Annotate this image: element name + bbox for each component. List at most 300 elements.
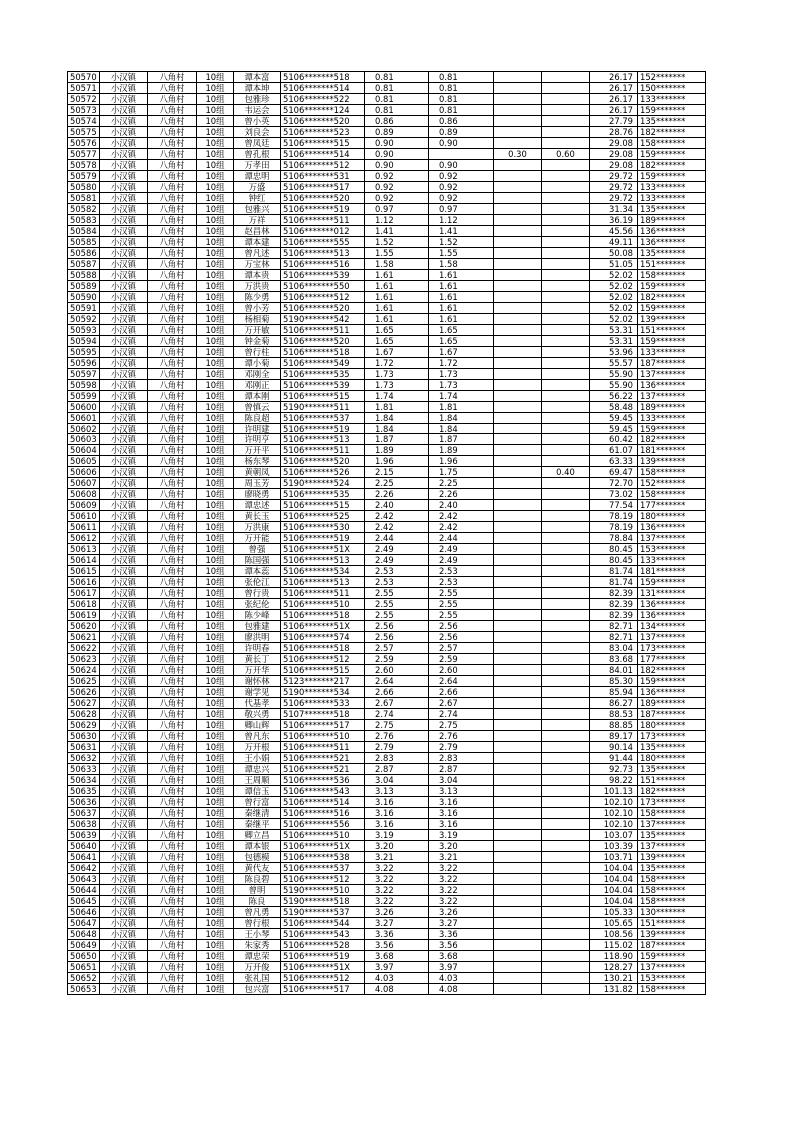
cell-village: 八角村 (148, 269, 197, 280)
cell-area-b (494, 862, 542, 873)
cell-area-total: 4.03 (365, 972, 429, 983)
cell-phone: 158******* (638, 467, 706, 478)
cell-phone: 135******* (638, 203, 706, 214)
cell-town: 小汉镇 (100, 412, 148, 423)
cell-phone: 158******* (638, 807, 706, 818)
cell-area-c (542, 412, 590, 423)
cell-area-a: 0.89 (429, 126, 494, 137)
cell-area-b (494, 170, 542, 181)
cell-name: 陈良超 (234, 412, 281, 423)
cell-area-a: 1.55 (429, 247, 494, 258)
cell-row-number: 50593 (68, 324, 100, 335)
cell-area-b (494, 939, 542, 950)
cell-area-c (542, 82, 590, 93)
cell-amount: 118.90 (590, 950, 638, 961)
cell-town: 小汉镇 (100, 917, 148, 928)
cell-name: 许明春 (234, 643, 281, 654)
cell-area-c (542, 489, 590, 500)
cell-phone: 135******* (638, 829, 706, 840)
cell-area-b (494, 829, 542, 840)
cell-amount: 78.19 (590, 511, 638, 522)
cell-village: 八角村 (148, 258, 197, 269)
cell-id-number: 5106*******519 (281, 950, 365, 961)
cell-town: 小汉镇 (100, 214, 148, 225)
table-row (68, 972, 706, 983)
cell-row-number: 50605 (68, 456, 100, 467)
cell-group: 10组 (197, 698, 234, 709)
cell-phone: 133******* (638, 93, 706, 104)
cell-area-a: 2.55 (429, 610, 494, 621)
cell-village: 八角村 (148, 851, 197, 862)
cell-area-b (494, 775, 542, 786)
table-row (68, 698, 706, 709)
cell-town: 小汉镇 (100, 785, 148, 796)
table-row (68, 796, 706, 807)
cell-amount: 59.45 (590, 423, 638, 434)
cell-id-number: 5190*******518 (281, 895, 365, 906)
cell-group: 10组 (197, 939, 234, 950)
cell-area-c (542, 379, 590, 390)
cell-name: 万开根 (234, 742, 281, 753)
table-row (68, 225, 706, 236)
cell-group: 10组 (197, 818, 234, 829)
cell-area-total: 3.68 (365, 950, 429, 961)
cell-area-a: 3.56 (429, 939, 494, 950)
cell-area-b (494, 742, 542, 753)
cell-amount: 49.11 (590, 236, 638, 247)
cell-area-b (494, 709, 542, 720)
cell-name: 谢学见 (234, 687, 281, 698)
cell-amount: 83.04 (590, 643, 638, 654)
cell-group: 10组 (197, 687, 234, 698)
cell-area-c (542, 698, 590, 709)
cell-town: 小汉镇 (100, 522, 148, 533)
cell-id-number: 5106*******555 (281, 236, 365, 247)
cell-row-number: 50651 (68, 961, 100, 972)
cell-id-number: 5106*******510 (281, 829, 365, 840)
cell-town: 小汉镇 (100, 104, 148, 115)
cell-group: 10组 (197, 434, 234, 445)
cell-row-number: 50612 (68, 533, 100, 544)
cell-area-total: 3.20 (365, 840, 429, 851)
cell-area-c: 0.60 (542, 148, 590, 159)
cell-id-number: 5106*******543 (281, 785, 365, 796)
cell-town: 小汉镇 (100, 467, 148, 478)
cell-area-total: 2.56 (365, 621, 429, 632)
cell-group: 10组 (197, 192, 234, 203)
cell-town: 小汉镇 (100, 258, 148, 269)
cell-phone: 187******* (638, 939, 706, 950)
cell-group: 10组 (197, 829, 234, 840)
cell-village: 八角村 (148, 621, 197, 632)
cell-area-b (494, 247, 542, 258)
cell-row-number: 50587 (68, 258, 100, 269)
table-row (68, 126, 706, 137)
cell-name: 杨相菊 (234, 313, 281, 324)
cell-phone: 151******* (638, 324, 706, 335)
cell-village: 八角村 (148, 346, 197, 357)
cell-area-a: 2.64 (429, 676, 494, 687)
data-table (67, 71, 706, 995)
table-row (68, 291, 706, 302)
cell-area-c (542, 643, 590, 654)
cell-area-a: 1.61 (429, 291, 494, 302)
cell-area-a: 2.79 (429, 742, 494, 753)
cell-phone: 135******* (638, 742, 706, 753)
cell-village: 八角村 (148, 599, 197, 610)
cell-village: 八角村 (148, 280, 197, 291)
cell-area-a: 0.97 (429, 203, 494, 214)
cell-amount: 102.10 (590, 796, 638, 807)
cell-row-number: 50616 (68, 577, 100, 588)
cell-area-total: 1.84 (365, 412, 429, 423)
cell-area-total: 2.26 (365, 489, 429, 500)
cell-town: 小汉镇 (100, 93, 148, 104)
cell-group: 10组 (197, 357, 234, 368)
cell-id-number: 5106*******51X (281, 621, 365, 632)
cell-village: 八角村 (148, 698, 197, 709)
table-row (68, 785, 706, 796)
cell-group: 10组 (197, 961, 234, 972)
cell-town: 小汉镇 (100, 313, 148, 324)
cell-name: 韦运会 (234, 104, 281, 115)
cell-area-b (494, 467, 542, 478)
cell-village: 八角村 (148, 115, 197, 126)
cell-phone: 159******* (638, 148, 706, 159)
cell-row-number: 50594 (68, 335, 100, 346)
cell-phone: 151******* (638, 917, 706, 928)
table-row (68, 346, 706, 357)
cell-area-a: 2.53 (429, 566, 494, 577)
cell-group: 10组 (197, 917, 234, 928)
cell-area-total: 2.64 (365, 676, 429, 687)
cell-phone: 159******* (638, 104, 706, 115)
cell-area-c (542, 566, 590, 577)
cell-name: 谭忠兴 (234, 764, 281, 775)
cell-area-total: 3.16 (365, 818, 429, 829)
cell-amount: 56.22 (590, 390, 638, 401)
cell-id-number: 5106*******510 (281, 599, 365, 610)
cell-area-c (542, 983, 590, 994)
cell-amount: 104.04 (590, 895, 638, 906)
cell-town: 小汉镇 (100, 379, 148, 390)
cell-name: 万开俊 (234, 961, 281, 972)
cell-area-c (542, 676, 590, 687)
cell-village: 八角村 (148, 829, 197, 840)
table-row (68, 818, 706, 829)
cell-group: 10组 (197, 511, 234, 522)
cell-phone: 137******* (638, 533, 706, 544)
cell-village: 八角村 (148, 93, 197, 104)
cell-id-number: 5106*******517 (281, 983, 365, 994)
table-row (68, 665, 706, 676)
cell-id-number: 5106*******535 (281, 489, 365, 500)
cell-amount: 102.10 (590, 818, 638, 829)
cell-area-total: 3.19 (365, 829, 429, 840)
cell-group: 10组 (197, 544, 234, 555)
cell-id-number: 5106*******518 (281, 643, 365, 654)
table-row (68, 247, 706, 258)
cell-phone: 151******* (638, 775, 706, 786)
cell-amount: 104.04 (590, 862, 638, 873)
cell-area-total: 1.61 (365, 269, 429, 280)
cell-area-a: 2.56 (429, 621, 494, 632)
cell-amount: 73.02 (590, 489, 638, 500)
cell-group: 10组 (197, 709, 234, 720)
cell-area-b (494, 665, 542, 676)
cell-town: 小汉镇 (100, 665, 148, 676)
cell-amount: 59.45 (590, 412, 638, 423)
cell-area-c (542, 818, 590, 829)
cell-area-b (494, 72, 542, 83)
cell-village: 八角村 (148, 665, 197, 676)
cell-village: 八角村 (148, 720, 197, 731)
cell-name: 谭小菊 (234, 357, 281, 368)
cell-id-number: 5106*******539 (281, 269, 365, 280)
cell-row-number: 50652 (68, 972, 100, 983)
cell-village: 八角村 (148, 522, 197, 533)
cell-name: 万宝林 (234, 258, 281, 269)
cell-amount: 77.54 (590, 500, 638, 511)
cell-row-number: 50614 (68, 555, 100, 566)
cell-row-number: 50607 (68, 478, 100, 489)
cell-town: 小汉镇 (100, 753, 148, 764)
cell-area-b (494, 214, 542, 225)
table-row (68, 544, 706, 555)
cell-row-number: 50601 (68, 412, 100, 423)
cell-phone: 180******* (638, 720, 706, 731)
cell-name: 曾小芳 (234, 302, 281, 313)
cell-row-number: 50653 (68, 983, 100, 994)
cell-town: 小汉镇 (100, 731, 148, 742)
cell-town: 小汉镇 (100, 950, 148, 961)
cell-area-a: 0.81 (429, 82, 494, 93)
cell-amount: 78.84 (590, 533, 638, 544)
cell-amount: 80.45 (590, 544, 638, 555)
cell-amount: 36.19 (590, 214, 638, 225)
cell-group: 10组 (197, 720, 234, 731)
cell-area-a: 2.55 (429, 588, 494, 599)
cell-id-number: 5106*******517 (281, 181, 365, 192)
cell-id-number: 5106*******511 (281, 742, 365, 753)
cell-area-c (542, 93, 590, 104)
table-row (68, 533, 706, 544)
cell-phone: 137******* (638, 390, 706, 401)
cell-group: 10组 (197, 753, 234, 764)
table-row (68, 72, 706, 83)
cell-group: 10组 (197, 467, 234, 478)
cell-town: 小汉镇 (100, 335, 148, 346)
cell-town: 小汉镇 (100, 742, 148, 753)
cell-id-number: 5106*******549 (281, 357, 365, 368)
table-row (68, 687, 706, 698)
table-row (68, 599, 706, 610)
cell-group: 10组 (197, 742, 234, 753)
cell-area-total: 1.65 (365, 335, 429, 346)
cell-area-a: 3.22 (429, 895, 494, 906)
cell-area-a: 0.90 (429, 137, 494, 148)
cell-id-number: 5107*******518 (281, 709, 365, 720)
cell-name: 万洪贵 (234, 280, 281, 291)
cell-id-number: 5106*******530 (281, 522, 365, 533)
cell-row-number: 50596 (68, 357, 100, 368)
cell-area-c (542, 335, 590, 346)
cell-area-total: 1.61 (365, 280, 429, 291)
cell-name: 陈少勇 (234, 291, 281, 302)
cell-village: 八角村 (148, 775, 197, 786)
cell-row-number: 50637 (68, 807, 100, 818)
cell-name: 卿山辉 (234, 720, 281, 731)
cell-area-b (494, 203, 542, 214)
cell-amount: 98.22 (590, 775, 638, 786)
cell-name: 曾行柱 (234, 346, 281, 357)
cell-id-number: 5123*******217 (281, 676, 365, 687)
cell-area-total: 2.49 (365, 555, 429, 566)
cell-area-c (542, 291, 590, 302)
cell-id-number: 5106*******516 (281, 807, 365, 818)
cell-id-number: 5106*******520 (281, 302, 365, 313)
cell-area-b (494, 764, 542, 775)
cell-area-a: 1.41 (429, 225, 494, 236)
cell-area-c (542, 445, 590, 456)
cell-amount: 29.08 (590, 159, 638, 170)
cell-phone: 182******* (638, 291, 706, 302)
cell-area-total: 3.36 (365, 928, 429, 939)
cell-area-a: 1.67 (429, 346, 494, 357)
cell-row-number: 50573 (68, 104, 100, 115)
cell-id-number: 5106*******574 (281, 632, 365, 643)
cell-town: 小汉镇 (100, 280, 148, 291)
cell-id-number: 5106*******525 (281, 511, 365, 522)
cell-group: 10组 (197, 456, 234, 467)
cell-town: 小汉镇 (100, 928, 148, 939)
cell-id-number: 5190*******542 (281, 313, 365, 324)
cell-area-total: 2.75 (365, 720, 429, 731)
cell-name: 谭本贵 (234, 269, 281, 280)
cell-area-b (494, 906, 542, 917)
cell-id-number: 5106*******528 (281, 939, 365, 950)
cell-amount: 29.72 (590, 170, 638, 181)
cell-area-total: 1.65 (365, 324, 429, 335)
table-row (68, 434, 706, 445)
cell-area-total: 1.73 (365, 368, 429, 379)
cell-id-number: 5106*******514 (281, 82, 365, 93)
cell-phone: 180******* (638, 753, 706, 764)
cell-town: 小汉镇 (100, 533, 148, 544)
cell-group: 10组 (197, 599, 234, 610)
cell-id-number: 5106*******543 (281, 928, 365, 939)
table-row (68, 632, 706, 643)
cell-area-a: 3.22 (429, 884, 494, 895)
cell-phone: 187******* (638, 709, 706, 720)
cell-name: 包德模 (234, 851, 281, 862)
cell-group: 10组 (197, 807, 234, 818)
cell-area-total: 2.55 (365, 610, 429, 621)
cell-area-b (494, 840, 542, 851)
cell-area-c (542, 500, 590, 511)
cell-group: 10组 (197, 148, 234, 159)
cell-area-total: 2.79 (365, 742, 429, 753)
cell-area-b (494, 478, 542, 489)
cell-phone: 182******* (638, 665, 706, 676)
cell-id-number: 5106*******517 (281, 720, 365, 731)
cell-town: 小汉镇 (100, 961, 148, 972)
cell-area-a: 3.20 (429, 840, 494, 851)
cell-area-a: 2.42 (429, 511, 494, 522)
cell-area-b (494, 753, 542, 764)
cell-area-total: 2.44 (365, 533, 429, 544)
cell-town: 小汉镇 (100, 720, 148, 731)
cell-village: 八角村 (148, 72, 197, 83)
cell-amount: 81.74 (590, 577, 638, 588)
cell-town: 小汉镇 (100, 895, 148, 906)
cell-area-a: 0.81 (429, 72, 494, 83)
cell-village: 八角村 (148, 379, 197, 390)
cell-group: 10组 (197, 335, 234, 346)
cell-town: 小汉镇 (100, 456, 148, 467)
table-row (68, 269, 706, 280)
cell-area-a: 1.96 (429, 456, 494, 467)
cell-phone: 158******* (638, 873, 706, 884)
cell-row-number: 50606 (68, 467, 100, 478)
cell-name: 张伦江 (234, 577, 281, 588)
cell-town: 小汉镇 (100, 654, 148, 665)
cell-town: 小汉镇 (100, 884, 148, 895)
cell-row-number: 50648 (68, 928, 100, 939)
cell-area-a: 0.92 (429, 170, 494, 181)
cell-name: 包雅兴 (234, 203, 281, 214)
cell-area-b (494, 412, 542, 423)
cell-area-a: 1.87 (429, 434, 494, 445)
cell-phone: 133******* (638, 555, 706, 566)
cell-group: 10组 (197, 247, 234, 258)
cell-group: 10组 (197, 82, 234, 93)
cell-id-number: 5106*******51X (281, 544, 365, 555)
cell-village: 八角村 (148, 917, 197, 928)
cell-row-number: 50581 (68, 192, 100, 203)
cell-id-number: 5106*******544 (281, 917, 365, 928)
cell-amount: 45.56 (590, 225, 638, 236)
cell-phone: 181******* (638, 445, 706, 456)
cell-row-number: 50615 (68, 566, 100, 577)
cell-row-number: 50642 (68, 862, 100, 873)
cell-village: 八角村 (148, 643, 197, 654)
cell-village: 八角村 (148, 412, 197, 423)
cell-area-a: 2.44 (429, 533, 494, 544)
cell-group: 10组 (197, 379, 234, 390)
cell-amount: 131.82 (590, 983, 638, 994)
cell-group: 10组 (197, 478, 234, 489)
cell-village: 八角村 (148, 148, 197, 159)
table-row (68, 873, 706, 884)
cell-town: 小汉镇 (100, 72, 148, 83)
cell-phone: 139******* (638, 928, 706, 939)
cell-name: 黄长丁 (234, 654, 281, 665)
cell-name: 代基孝 (234, 698, 281, 709)
cell-group: 10组 (197, 412, 234, 423)
cell-amount: 89.17 (590, 731, 638, 742)
cell-area-c (542, 214, 590, 225)
cell-name: 杨东琴 (234, 456, 281, 467)
table-row (68, 621, 706, 632)
cell-area-b (494, 258, 542, 269)
cell-id-number: 5106*******520 (281, 192, 365, 203)
cell-town: 小汉镇 (100, 159, 148, 170)
cell-area-c (542, 115, 590, 126)
cell-area-a: 2.53 (429, 577, 494, 588)
cell-town: 小汉镇 (100, 709, 148, 720)
cell-area-total: 3.22 (365, 873, 429, 884)
